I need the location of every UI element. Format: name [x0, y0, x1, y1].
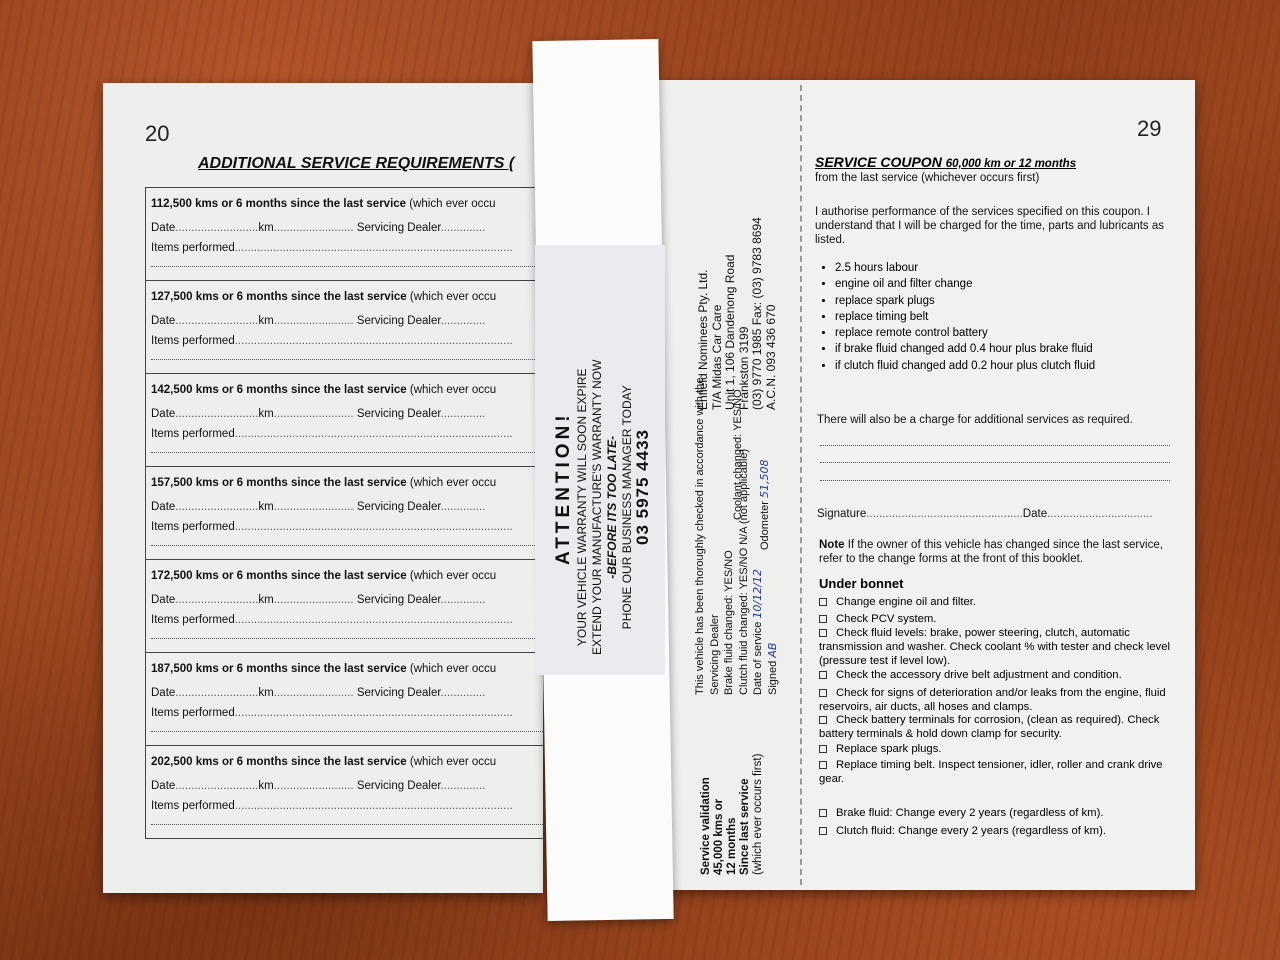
service-coupon-title — [815, 154, 1076, 170]
service-row — [146, 374, 576, 467]
row-date-line: Date..........................km......................... Servicing Dealer.............. — [151, 408, 486, 420]
row-interval: 187,500 kms or 6 months since the last service (which ever occu — [151, 663, 497, 675]
checkbox-icon — [819, 827, 827, 835]
attention-sticker — [535, 245, 665, 675]
stub-coolant-label: Coolant changed: YES/NO — [732, 389, 744, 520]
sticker-phone: 03 5975 4433 — [633, 429, 652, 545]
row-interval: 142,500 kms or 6 months since the last service (which ever occu — [151, 384, 497, 396]
service-row — [146, 281, 576, 374]
row-blank-line — [151, 266, 571, 267]
labour-bullet: • if brake fluid changed add 0.4 hour plus brake fluid — [835, 341, 1095, 357]
stub-brake: Brake fluid changed: YES/NO — [723, 550, 735, 695]
date-label: Date — [1022, 508, 1048, 520]
checklist-item: Brake fluid: Change every 2 years (regardless of km). — [819, 806, 1181, 820]
row-date-line: Date..........................km......................... Servicing Dealer.............. — [151, 315, 486, 327]
stamp-line: (03) 9770 1985 Fax: (03) 9783 8694 — [750, 217, 764, 410]
stamp-line: Frankston 3199 — [736, 326, 751, 410]
checklist-item: Replace timing belt. Inspect tensioner, idler, roller and crank drive gear. — [819, 759, 1163, 785]
perforation-line — [800, 85, 802, 885]
checkbox-icon — [819, 671, 827, 679]
dealer-stamp — [697, 217, 778, 410]
row-date-line: Date..........................km......................... Servicing Dealer.............. — [151, 780, 486, 792]
stub-which: (which ever occurs first) — [752, 753, 764, 875]
row-blank-line — [151, 545, 571, 546]
stamp-line: Enfield Nominees Pty. Ltd. — [696, 269, 710, 410]
row-date-line: Date..........................km......................... Servicing Dealer.............. — [151, 222, 486, 234]
row-date-line: Date..........................km......................... Servicing Dealer.............. — [151, 594, 486, 606]
page-number-left: 20 — [145, 121, 170, 146]
stamp-line: Unit 1, 106 Dandenong Road — [723, 254, 737, 410]
checkbox-icon — [819, 745, 827, 753]
checklist-item: Clutch fluid: Change every 2 years (regardless of km). — [819, 824, 1181, 838]
stamp-line: A.C.N. 093 436 670 — [763, 304, 778, 410]
labour-bullet: • replace remote control battery — [835, 325, 1095, 341]
stub-date-label: Date of service — [752, 621, 764, 695]
service-row — [146, 188, 576, 281]
stub-clutch: Clutch fluid changed: YES/NO N/A (not applicable) — [737, 448, 750, 695]
additional-line-3 — [820, 480, 1170, 481]
stub-odometer-label: Odometer — [759, 501, 771, 550]
labour-bullet: • if clutch fluid changed add 0.2 hour plus clutch fluid — [835, 358, 1095, 374]
stub-months: 12 months — [726, 817, 738, 875]
stub-hand-sign: AB — [765, 642, 779, 658]
service-row — [146, 653, 576, 746]
stub-since: Since last service — [739, 778, 751, 875]
row-interval: 112,500 kms or 6 months since the last service (which ever occu — [151, 198, 496, 210]
row-blank-line — [151, 824, 571, 825]
stub-hand-date: 10/12/12 — [751, 569, 764, 619]
row-date-line: Date..........................km......................... Servicing Dealer.............. — [151, 687, 486, 699]
row-date-line: Date..........................km......................... Servicing Dealer.............. — [151, 501, 486, 513]
under-bonnet-heading: Under bonnet — [819, 576, 904, 591]
signature-row: Signature.................................................Date................................. — [817, 508, 1153, 520]
checklist-item: Check battery terminals for corrosion, (clean as required). Check battery terminals & hold down clamp for security. — [819, 714, 1160, 740]
stub-kms: 45,000 kms or — [713, 798, 725, 875]
row-items-line: Items performed....................................................................................... — [151, 614, 513, 626]
checklist-item: Check PCV system. — [819, 612, 1181, 626]
note-label: Note — [819, 539, 845, 551]
page-number-right: 29 — [1137, 116, 1162, 141]
service-rows — [145, 187, 576, 839]
sticker-line2: EXTEND YOUR MANUFACTURE'S WARRANTY NOW — [590, 359, 604, 655]
checkbox-icon — [819, 615, 827, 623]
note-text: If the owner of this vehicle has changed since the last service, refer to the change forms at the front of this booklet. — [819, 539, 1163, 565]
service-row — [146, 467, 576, 560]
additional-service-heading: ADDITIONAL SERVICE REQUIREMENTS ( — [198, 155, 515, 172]
row-items-line: Items performed....................................................................................... — [151, 707, 513, 719]
sticker-line3: -BEFORE ITS TOO LATE- — [605, 435, 619, 579]
row-blank-line — [151, 359, 571, 360]
stub-checked-text: This vehicle has been thoroughly checked in accordance with the — [694, 377, 706, 695]
coupon-stub — [655, 80, 800, 890]
checklist-item: Change engine oil and filter. — [819, 595, 1181, 609]
stub-validation — [700, 754, 765, 875]
owner-note — [819, 538, 1174, 566]
row-items-line: Items performed....................................................................................... — [151, 242, 513, 254]
sticker-line1: YOUR VEHICLE WARRANTY WILL SOON EXPIRE — [575, 368, 589, 647]
checkbox-icon — [819, 716, 827, 724]
checklist-item: Replace spark plugs. — [819, 742, 1181, 756]
coupon-title-text: SERVICE COUPON — [815, 154, 942, 170]
coupon-title-sub: 60,000 km or 12 months — [945, 158, 1077, 170]
row-items-line: Items performed....................................................................................... — [151, 335, 513, 347]
row-interval: 172,500 kms or 6 months since the last service (which ever occu — [151, 570, 497, 582]
row-blank-line — [151, 638, 571, 639]
stub-odometer — [758, 460, 771, 550]
row-blank-line — [151, 452, 571, 453]
from-last-service: from the last service (whichever occurs first) — [815, 172, 1040, 184]
row-interval: 202,500 kms or 6 months since the last service (which ever occu — [151, 756, 497, 768]
row-items-line: Items performed....................................................................................... — [151, 800, 513, 812]
stub-validation-line: Service validation — [700, 777, 712, 875]
checklist-item: Check the accessory drive belt adjustment and condition. — [819, 668, 1181, 682]
authorise-text: I authorise performance of the services specified on this coupon. I understand that I will be charged for the time, parts and lubricants as listed. — [815, 206, 1165, 246]
sticker-body — [575, 360, 635, 655]
sticker-title: ATTENTION! — [553, 411, 574, 565]
labour-bullet: • engine oil and filter change — [835, 276, 1095, 292]
checklist-item: Check fluid levels: brake, power steering, clutch, automatic transmission and washer. Check coolant % with tester and check level (pressure test if level low). — [819, 627, 1171, 667]
row-items-line: Items performed....................................................................................... — [151, 428, 513, 440]
checkbox-icon — [819, 689, 827, 697]
signature-label: Signature — [817, 508, 867, 520]
checkbox-icon — [819, 761, 827, 769]
row-blank-line — [151, 731, 571, 732]
labour-bullet: • replace timing belt — [835, 309, 1095, 325]
service-row — [146, 746, 576, 838]
service-row — [146, 560, 576, 653]
row-interval: 127,500 kms or 6 months since the last service (which ever occu — [151, 291, 497, 303]
labour-bullets — [815, 260, 1095, 374]
checkbox-icon — [819, 629, 827, 637]
labour-bullet: • 2.5 hours labour — [835, 260, 1095, 276]
stub-signed-label: Signed — [766, 660, 779, 695]
additional-line-1 — [820, 445, 1170, 446]
row-items-line: Items performed....................................................................................... — [151, 521, 513, 533]
stub-dealer: Servicing Dealer — [708, 614, 721, 695]
checklist-item: Check for signs of deterioration and/or leaks from the engine, fluid reservoirs, air ducts, all hoses and clamps. — [819, 687, 1166, 713]
additional-line-2 — [820, 462, 1170, 463]
stub-hand-odo: 51,508 — [758, 459, 771, 499]
checkbox-icon — [819, 598, 827, 606]
additional-charge-text: There will also be a charge for additional services as required. — [817, 414, 1133, 426]
checkbox-icon — [819, 809, 827, 817]
stamp-line: T/A Midas Car Care — [709, 304, 724, 410]
row-interval: 157,500 kms or 6 months since the last service (which ever occu — [151, 477, 497, 489]
labour-bullet: • replace spark plugs — [835, 293, 1095, 309]
left-page — [103, 83, 543, 893]
sticker-line4: PHONE OUR BUSINESS MANAGER TODAY — [620, 385, 634, 630]
